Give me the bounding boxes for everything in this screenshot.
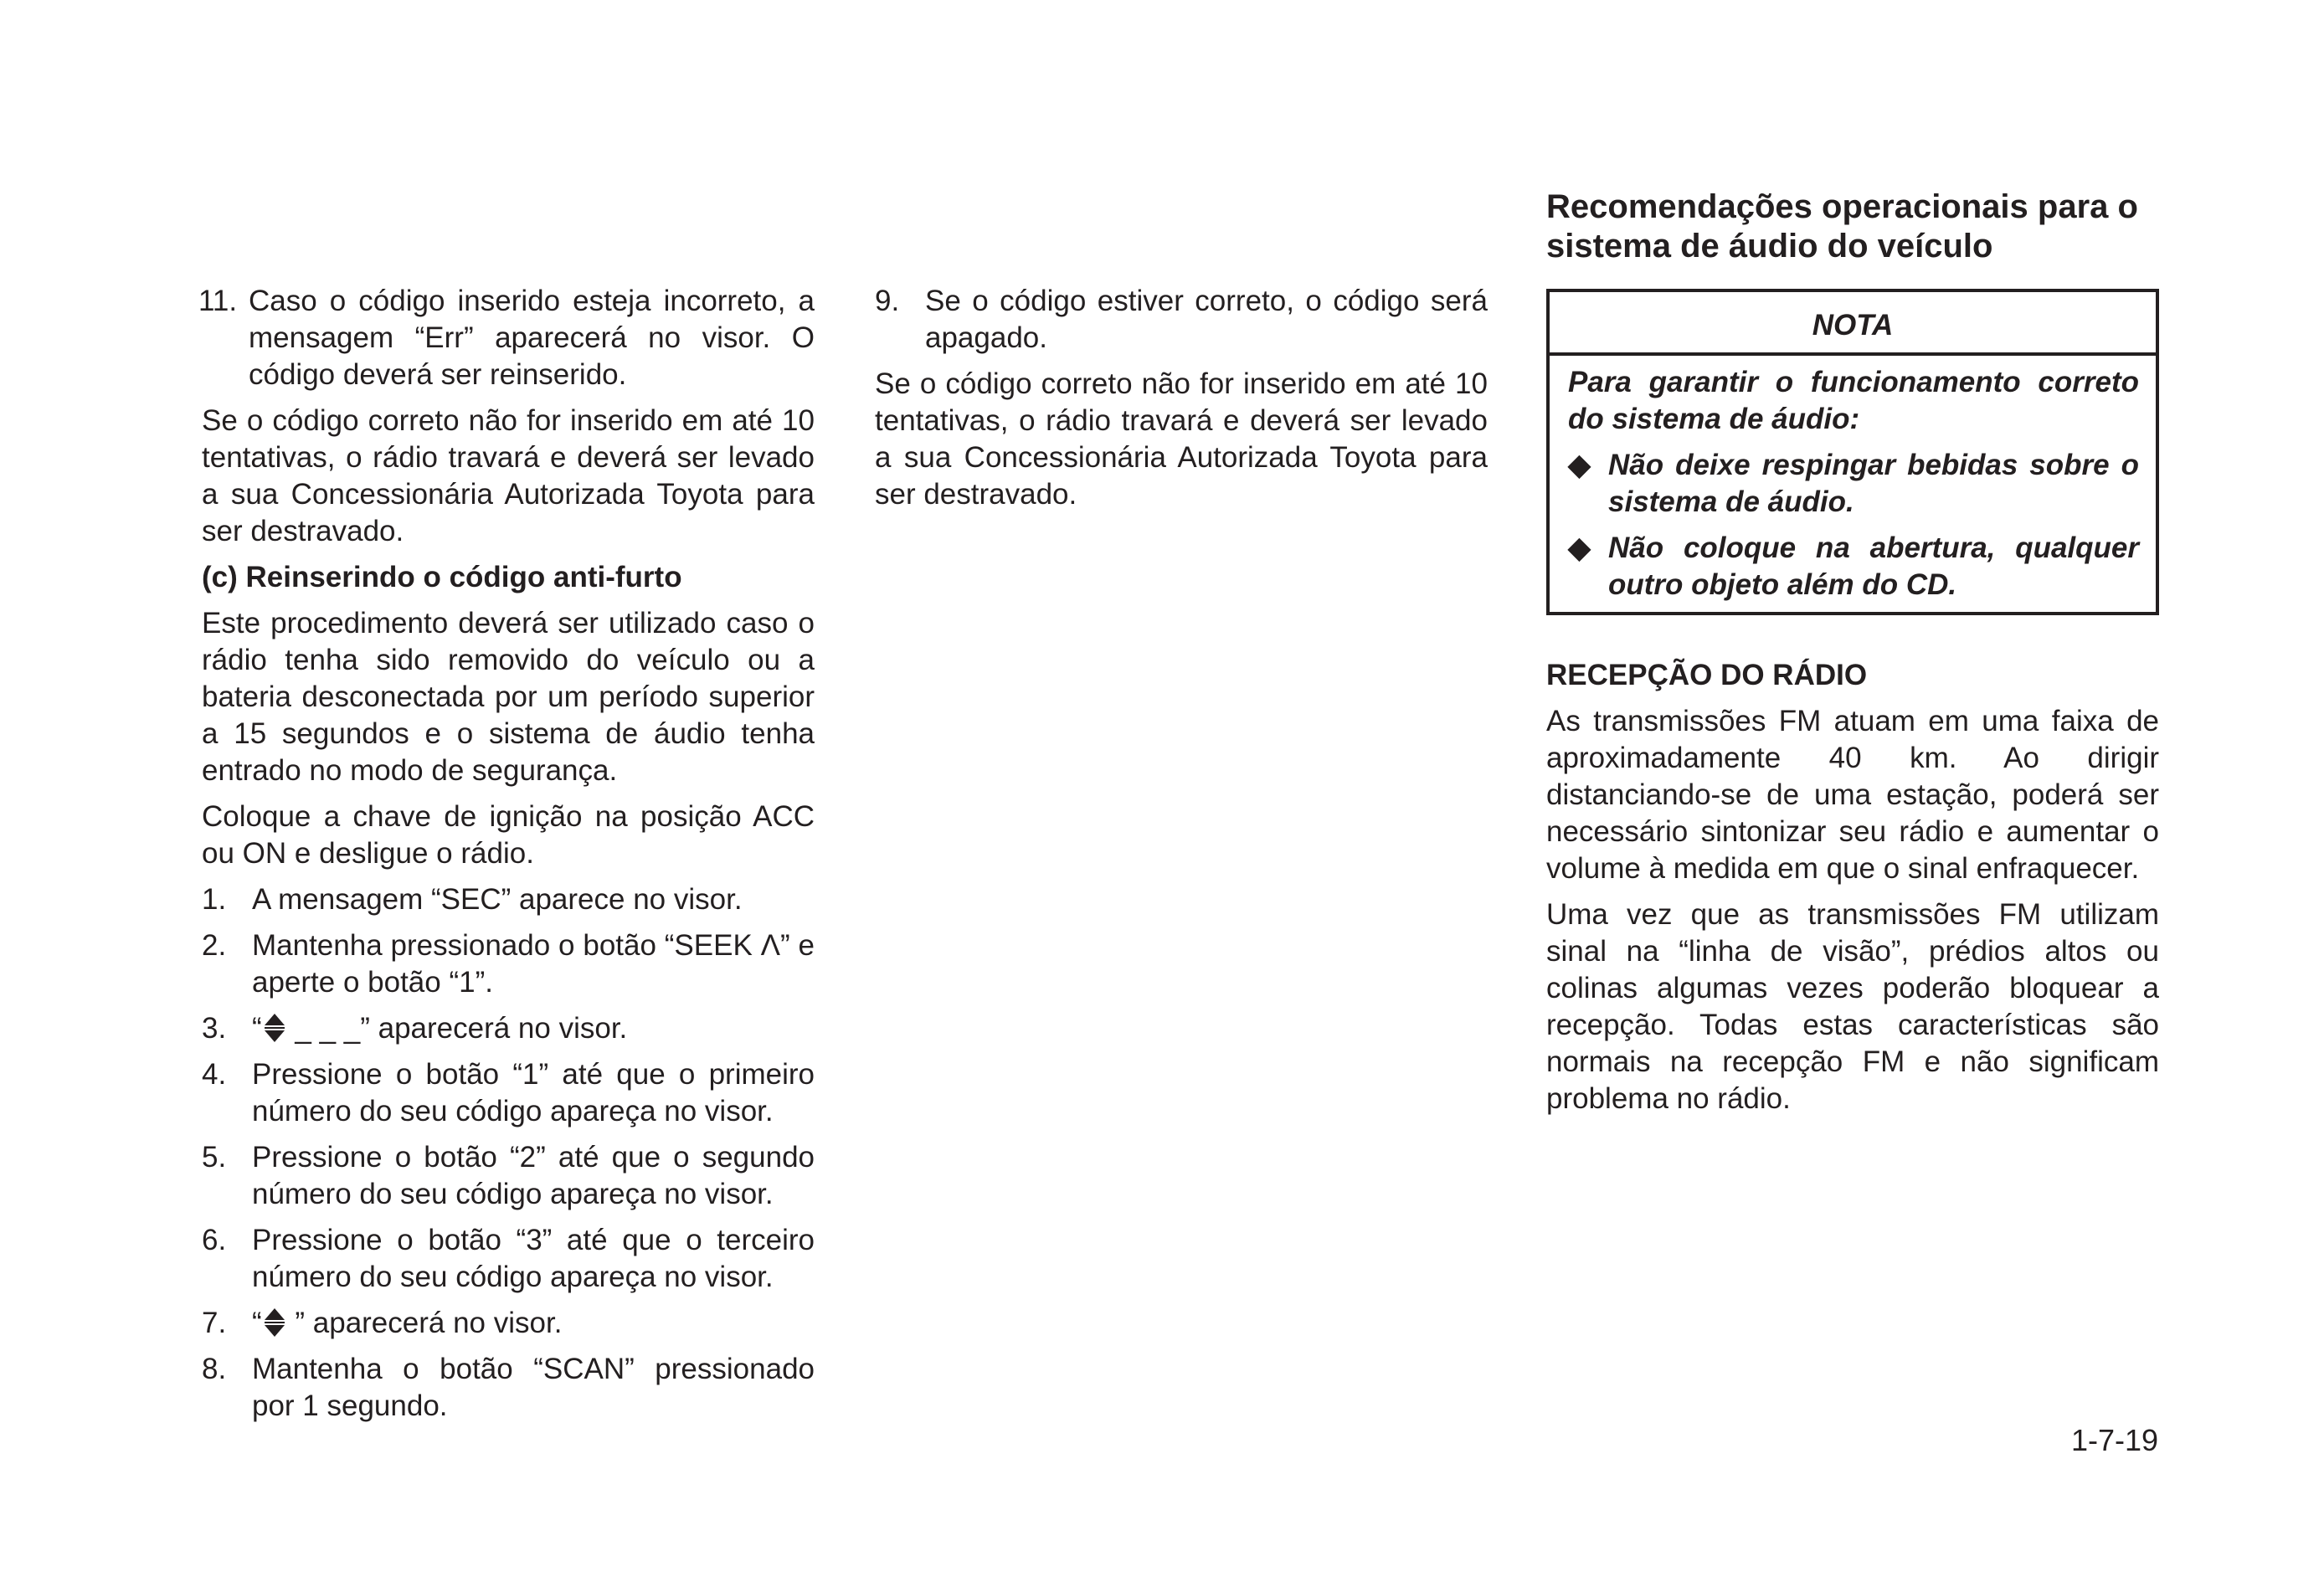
list-item: 3. “ _ _ _” aparecerá no visor. [202, 1012, 628, 1045]
list-item: 1. A mensagem “SEC” aparece no visor. [202, 883, 743, 916]
section-title: Recomendações operacionais para o sistema de áudio do veículo [1546, 188, 2138, 265]
note-bullet: ◆ Não deixe respingar bebidas sobre o sistema de áudio. [1568, 447, 2139, 521]
list-item: 9. Se o código estiver correto, o código será apagado. [875, 285, 1488, 354]
list-item: 8. Mantenha o botão “SCAN” pressionado por 1 segundo. [202, 1353, 815, 1422]
list-item: 4. Pressione o botão “1” até que o primeiro número do seu código apareça no visor. [202, 1058, 815, 1127]
list-item: 7. “ ” aparecerá no visor. [202, 1307, 563, 1339]
note-box [1546, 289, 2159, 615]
section-heading: RECEPÇÃO DO RÁDIO [1546, 659, 1868, 691]
diamond-bullet-icon: ◆ [1568, 532, 1591, 564]
page-number: 1-7-19 [2070, 1423, 2158, 1457]
paragraph: Se o código correto não for inserido em até 10 tentativas, o rádio travará e deverá ser levado a sua Concessionária Autorizada Toyota para ser destravado. [202, 404, 815, 547]
list-item: 6. Pressione o botão “3” até que o terceiro número do seu código apareça no visor. [202, 1224, 815, 1293]
paragraph: Se o código correto não for inserido em até 10 tentativas, o rádio travará e deverá ser levado a sua Concessionária Autorizada Toyota para ser destravado. [875, 367, 1488, 511]
note-intro: Para garantir o funcionamento correto do sistema de áudio: [1568, 366, 2139, 435]
column-2 [875, 283, 1488, 522]
note-bullet: ◆ Não coloque na abertura, qualquer outro objeto além do CD. [1568, 530, 2139, 604]
note-heading: NOTA [1550, 292, 2156, 356]
column-1 [198, 283, 815, 1434]
section-heading: (c) Reinserindo o código anti-furto [202, 561, 682, 593]
up-down-arrow-icon [262, 1011, 287, 1045]
list-item: 5. Pressione o botão “2” até que o segundo número do seu código apareça no visor. [202, 1141, 815, 1210]
column-3 [1546, 187, 2159, 1127]
paragraph: Coloque a chave de ignição na posição ACC ou ON e desligue o rádio. [202, 800, 815, 870]
paragraph: Este procedimento deverá ser utilizado caso o rádio tenha sido removido do veículo ou a bateria desconectada por um período superior a 15 segundos e o sistema de áudio tenha entrado no modo de segurança. [202, 607, 815, 787]
paragraph: Uma vez que as transmissões FM utilizam sinal na “linha de visão”, prédios altos ou colinas algumas vezes poderão bloquear a recepção. Todas estas características são normais na recepção FM e não significam problema no rádio. [1546, 898, 2159, 1115]
diamond-bullet-icon: ◆ [1568, 449, 1591, 481]
up-down-arrow-icon [262, 1306, 287, 1339]
list-item: 11. Caso o código inserido esteja incorreto, a mensagem “Err” aparecerá no visor. O código deverá ser reinserido. [198, 285, 815, 391]
paragraph: As transmissões FM atuam em uma faixa de aproximadamente 40 km. Ao dirigir distanciando-se de uma estação, poderá ser necessário sintonizar seu rádio e aumentar o volume à medida em que o sinal enfraquecer. [1546, 705, 2159, 885]
list-item: 2. Mantenha pressionado o botão “SEEK Λ” e aperte o botão “1”. [202, 929, 815, 999]
